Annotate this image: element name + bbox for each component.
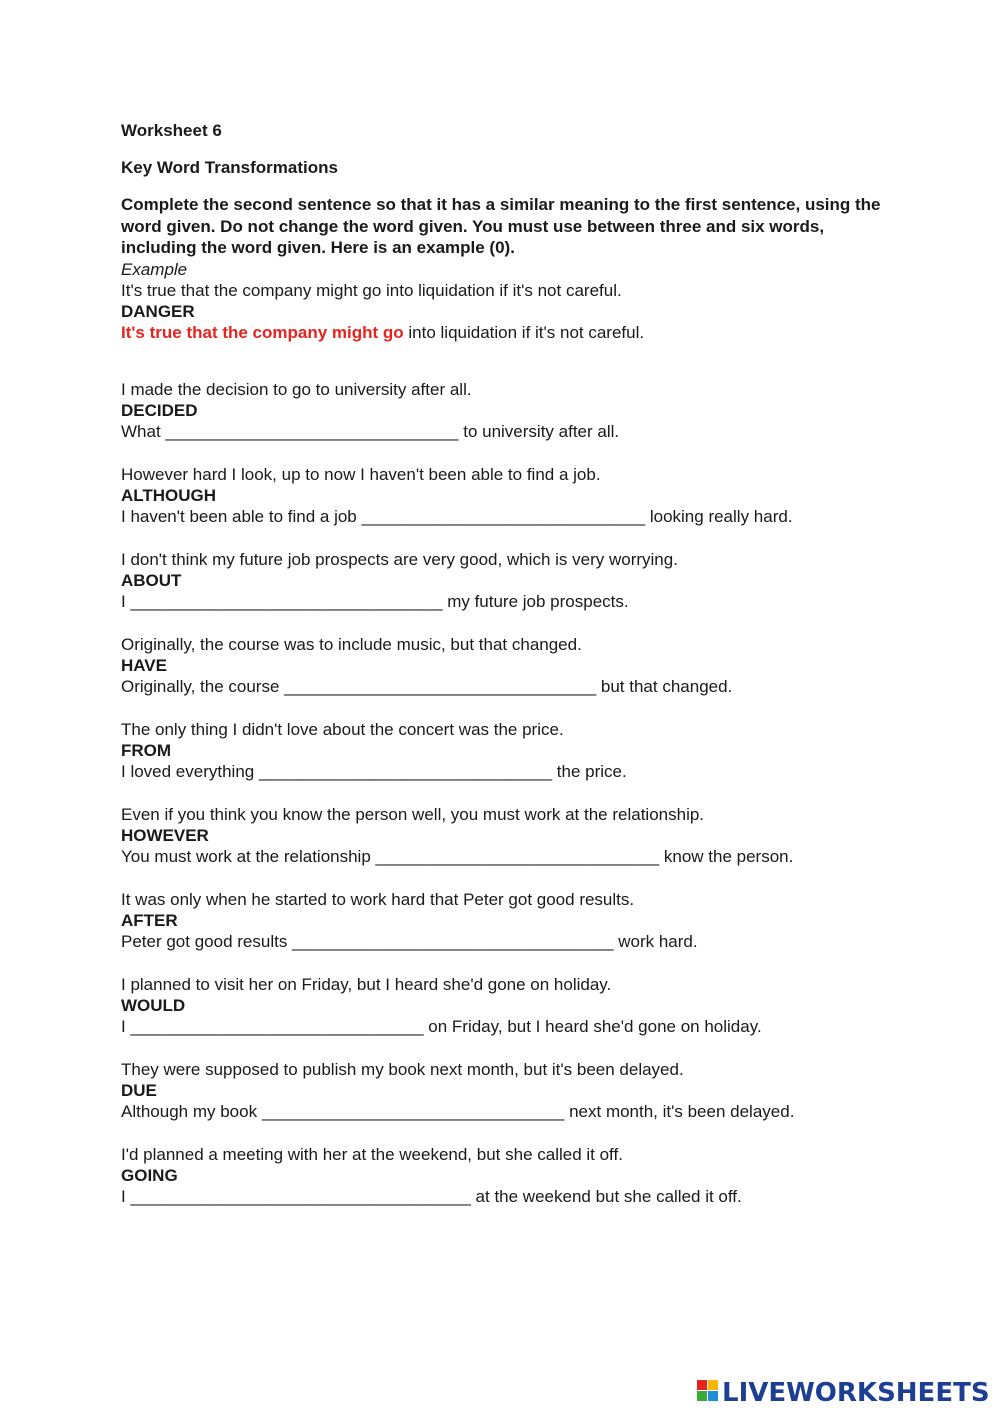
answer-blank[interactable]: _________________________________: [284, 676, 597, 696]
worksheet-subtitle: Key Word Transformations: [121, 158, 338, 177]
answer-blank[interactable]: __________________________________: [292, 931, 614, 951]
answer-prefix: Peter got good results: [121, 931, 293, 951]
worksheet-page: [121, 120, 901, 1229]
question-answer-line: [121, 421, 901, 442]
question-keyword: ABOUT: [121, 570, 182, 590]
answer-suffix: the price.: [552, 761, 627, 781]
answer-suffix: at the weekend but she called it off.: [470, 1186, 742, 1206]
answer-suffix: on Friday, but I heard she'd gone on holiday.: [423, 1016, 762, 1036]
liveworksheets-logo-icon: [697, 1378, 719, 1408]
question-item: [121, 634, 901, 697]
question-sentence: I don't think my future job prospects are very good, which is very worrying.: [121, 549, 678, 569]
question-answer-line: [121, 676, 901, 697]
question-item: [121, 464, 901, 527]
answer-prefix: What: [121, 421, 166, 441]
question-keyword: GOING: [121, 1165, 178, 1185]
question-item: [121, 974, 901, 1037]
example-block: [121, 259, 901, 343]
question-item: [121, 719, 901, 782]
example-answer: [121, 322, 901, 343]
answer-suffix: my future job prospects.: [442, 591, 629, 611]
example-answer-rest: into liquidation if it's not careful.: [403, 322, 645, 342]
question-sentence: I made the decision to go to university after all.: [121, 379, 472, 399]
answer-blank[interactable]: _______________________________: [165, 421, 459, 441]
question-sentence: Even if you think you know the person well, you must work at the relationship.: [121, 804, 705, 824]
question-sentence: I'd planned a meeting with her at the weekend, but she called it off.: [121, 1144, 623, 1164]
question-keyword: ALTHOUGH: [121, 485, 217, 505]
example-sentence: It's true that the company might go into liquidation if it's not careful.: [121, 280, 622, 300]
question-answer-line: [121, 931, 901, 952]
answer-blank[interactable]: _________________________________: [130, 591, 443, 611]
question-answer-line: [121, 1186, 901, 1207]
question-item: [121, 379, 901, 442]
answer-prefix: I: [121, 591, 131, 611]
answer-prefix: Although my book: [121, 1101, 262, 1121]
answer-blank[interactable]: ______________________________: [361, 506, 646, 526]
liveworksheets-logo-text: LIVEWORKSHEETS: [722, 1378, 990, 1408]
answer-suffix: next month, it's been delayed.: [564, 1101, 795, 1121]
answer-prefix: I loved everything: [121, 761, 259, 781]
question-keyword: FROM: [121, 740, 172, 760]
answer-prefix: I: [121, 1016, 131, 1036]
example-answer-highlight: It's true that the company might go: [121, 322, 404, 342]
question-keyword: DUE: [121, 1080, 157, 1100]
question-item: [121, 1144, 901, 1207]
question-answer-line: [121, 846, 901, 867]
worksheet-title: Worksheet 6: [121, 121, 222, 140]
question-sentence: However hard I look, up to now I haven't been able to find a job.: [121, 464, 601, 484]
question-answer-line: [121, 1016, 901, 1037]
question-answer-line: [121, 1101, 901, 1122]
answer-prefix: I haven't been able to find a job: [121, 506, 362, 526]
question-item: [121, 1059, 901, 1122]
question-keyword: HAVE: [121, 655, 167, 675]
question-sentence: It was only when he started to work hard that Peter got good results.: [121, 889, 635, 909]
example-label: Example: [121, 259, 188, 279]
question-sentence: The only thing I didn't love about the concert was the price.: [121, 719, 564, 739]
answer-suffix: looking really hard.: [645, 506, 793, 526]
question-item: [121, 804, 901, 867]
answer-suffix: but that changed.: [596, 676, 733, 696]
question-keyword: DECIDED: [121, 400, 198, 420]
answer-blank[interactable]: ____________________________________: [130, 1186, 471, 1206]
question-answer-line: [121, 591, 901, 612]
answer-prefix: Originally, the course: [121, 676, 285, 696]
question-answer-line: [121, 761, 901, 782]
answer-prefix: I: [121, 1186, 131, 1206]
question-keyword: AFTER: [121, 910, 178, 930]
question-list: [121, 379, 901, 1207]
answer-suffix: work hard.: [613, 931, 698, 951]
question-sentence: They were supposed to publish my book next month, but it's been delayed.: [121, 1059, 684, 1079]
answer-suffix: know the person.: [659, 846, 794, 866]
example-keyword: DANGER: [121, 301, 195, 321]
question-item: [121, 889, 901, 952]
question-answer-line: [121, 506, 901, 527]
question-item: [121, 549, 901, 612]
question-sentence: Originally, the course was to include music, but that changed.: [121, 634, 582, 654]
instructions: Complete the second sentence so that it has a similar meaning to the first sentence, using the word given. Do not change the word given. You must use between three and six words, including the word given. Here is an example (0).: [121, 195, 881, 257]
answer-blank[interactable]: ________________________________: [261, 1101, 565, 1121]
question-keyword: HOWEVER: [121, 825, 209, 845]
question-keyword: WOULD: [121, 995, 186, 1015]
answer-blank[interactable]: ______________________________: [375, 846, 660, 866]
liveworksheets-logo: [697, 1376, 990, 1410]
answer-blank[interactable]: _______________________________: [130, 1016, 424, 1036]
answer-suffix: to university after all.: [458, 421, 620, 441]
question-sentence: I planned to visit her on Friday, but I heard she'd gone on holiday.: [121, 974, 612, 994]
answer-blank[interactable]: _______________________________: [258, 761, 553, 781]
answer-prefix: You must work at the relationship: [121, 846, 376, 866]
